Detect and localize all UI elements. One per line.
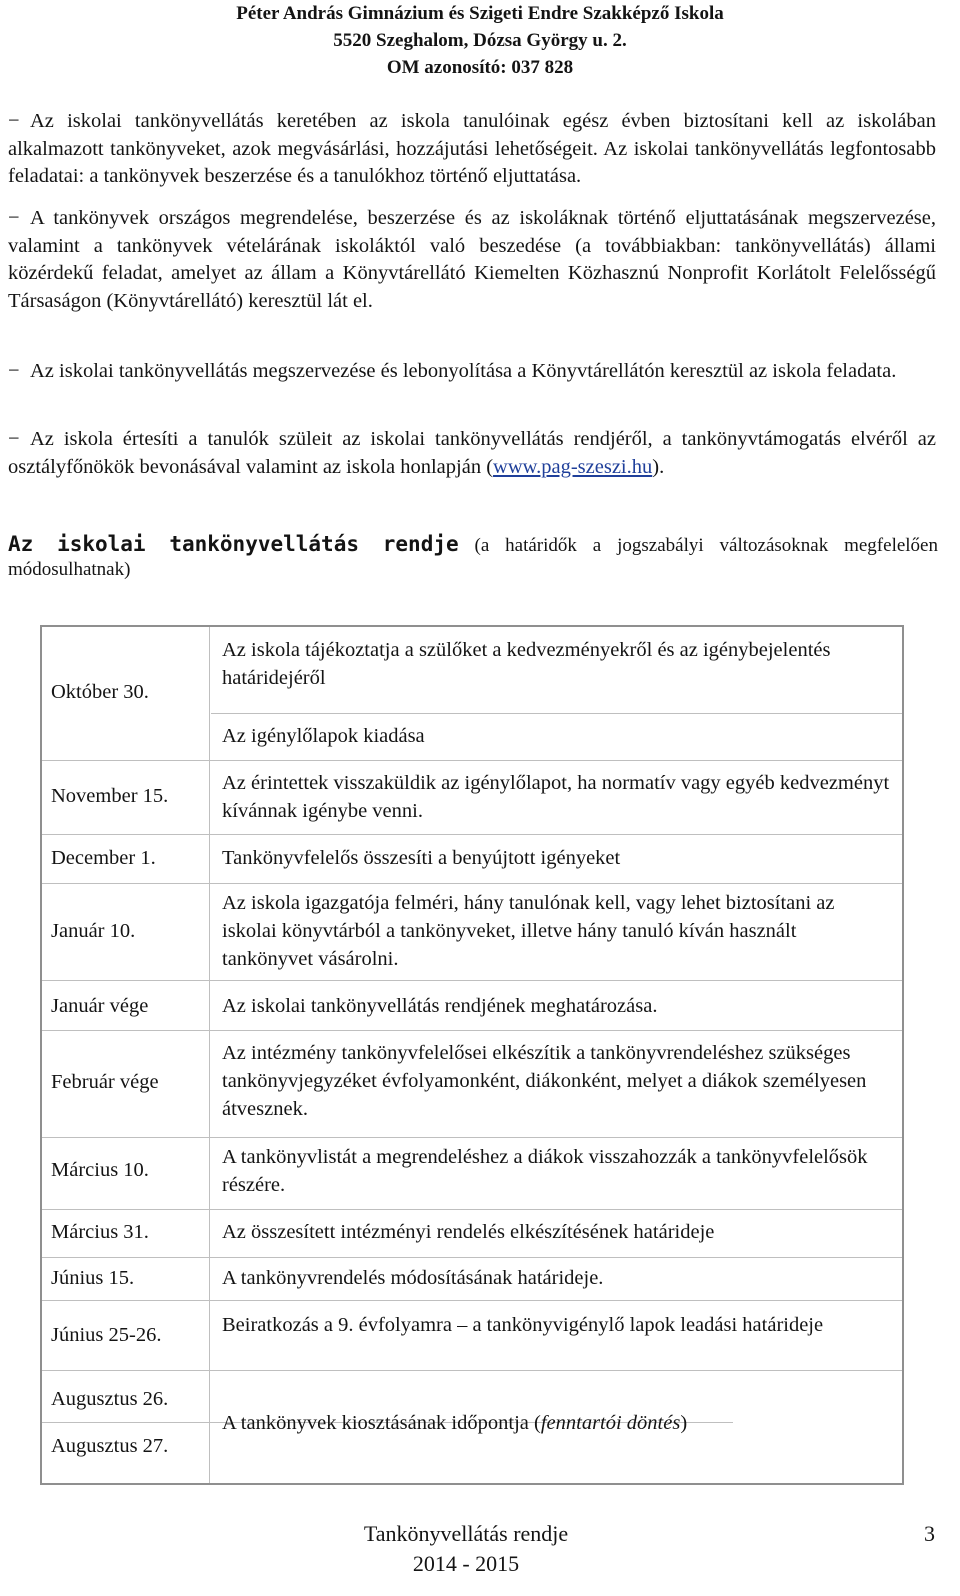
- footer-year: 2014 - 2015: [412, 1551, 520, 1576]
- column-divider: [209, 627, 210, 1483]
- task-cell: Az érintettek visszaküldik az igénylőlapot, ha normatív vagy egyéb kedvezményt kívánnak igénybe venni.: [222, 772, 890, 822]
- task-cell: Tankönyvfelelős összesíti a benyújtott igényeket: [222, 847, 621, 869]
- intro-text-4a: Az iskola értesíti a tanulók szüleit az iskolai tankönyvellátás rendjéről, a tankönyvtámogatás elvéről az osztályfőnökök bevonásával valamint az iskola honlapján (: [8, 428, 936, 478]
- row-divider: [42, 760, 902, 761]
- date-cell: Augusztus 27.: [51, 1435, 169, 1457]
- section-heading: [8, 532, 938, 582]
- task-cell: Az összesített intézményi rendelés elkészítésének határideje: [222, 1221, 715, 1243]
- page-number: 3: [924, 1521, 935, 1546]
- row-divider: [42, 980, 902, 981]
- task-text: A tankönyvek kiosztásának időpontja (: [222, 1412, 541, 1434]
- intro-paragraph-1: [8, 108, 936, 191]
- dash-bullet: −: [8, 110, 20, 132]
- dash-bullet: −: [8, 428, 20, 450]
- intro-text-4b: ).: [652, 455, 665, 478]
- row-divider: [42, 1137, 902, 1138]
- row-divider: [42, 1370, 902, 1371]
- task-text-emphasis: fenntartói döntés: [540, 1412, 681, 1434]
- row-divider: [42, 1030, 902, 1031]
- section-title: Az iskolai tankönyvellátás rendje: [8, 532, 459, 556]
- task-cell: Beiratkozás a 9. évfolyamra – a tankönyvigénylő lapok leadási határideje: [222, 1314, 824, 1336]
- date-cell: Június 25-26.: [51, 1324, 162, 1346]
- task-cell: A tankönyvlistát a megrendeléshez a diákok visszahozzák a tankönyvfelelősök részére.: [222, 1146, 868, 1196]
- date-cell: Június 15.: [51, 1267, 135, 1289]
- intro-paragraph-4: [8, 426, 936, 481]
- task-cell: Az iskola igazgatója felméri, hány tanulónak kell, vagy lehet biztosítani az iskolai könyvtárból a tankönyveket, illetve hány tanuló kíván használt tankönyvet vásárolni.: [222, 892, 835, 970]
- row-divider: [42, 1300, 902, 1301]
- date-cell: Március 10.: [51, 1159, 149, 1181]
- date-cell: Október 30.: [51, 681, 149, 703]
- section-note: (a határidők a jogszabályi változásoknak megfelelően módosulhatnak): [8, 535, 938, 580]
- date-cell: Január vége: [51, 995, 149, 1017]
- task-cell: Az igénylőlapok kiadása: [222, 725, 425, 747]
- task-cell: Az intézmény tankönyvfelelősei elkészítik a tankönyvrendeléshez szükséges tankönyvjegyzéket évfolyamonként, diákonként, melyet a diákok személyesen átvesznek.: [222, 1042, 867, 1120]
- school-website-link[interactable]: www.pag-szeszi.hu: [493, 455, 653, 478]
- school-address: 5520 Szeghalom, Dózsa György u. 2.: [333, 30, 627, 51]
- intro-text-1: Az iskolai tankönyvellátás keretében az iskola tanulóinak egész évben biztosítani kell az iskolában alkalmazott tankönyveket, azok megvásárlási, hozzájutási lehetőségeit. Az iskolai tankönyvellátás legfontosabb feladatai: a tankönyvek beszerzése és a tanulókhoz történő eljuttatása.: [8, 110, 936, 187]
- task-cell: Az iskolai tankönyvellátás rendjének meghatározása.: [222, 995, 658, 1017]
- om-identifier: OM azonosító: 037 828: [386, 57, 574, 78]
- task-text: ): [680, 1412, 688, 1434]
- intro-text-3: Az iskolai tankönyvellátás megszervezése és lebonyolítása a Könyvtárellátón keresztül az iskola feladata.: [30, 360, 897, 382]
- date-cell: Január 10.: [51, 920, 136, 942]
- date-cell: November 15.: [51, 785, 169, 807]
- footer-title: Tankönyvellátás rendje: [363, 1521, 569, 1546]
- school-name: Péter András Gimnázium és Szigeti Endre Szakképző Iskola: [236, 3, 724, 24]
- date-cell: Február vége: [51, 1071, 159, 1093]
- document-header: [0, 0, 960, 81]
- dash-bullet: −: [8, 360, 20, 382]
- task-cell: A tankönyvrendelés módosításának határideje.: [222, 1267, 604, 1289]
- schedule-table: [40, 625, 904, 1485]
- date-cell: Augusztus 26.: [51, 1388, 169, 1410]
- date-cell: December 1.: [51, 847, 156, 869]
- task-cell: Az iskola tájékoztatja a szülőket a kedvezményekről és az igénybejelentés határidejéről: [222, 639, 831, 689]
- row-divider: [42, 1209, 902, 1210]
- row-divider: [42, 1257, 902, 1258]
- intro-text-2: A tankönyvek országos megrendelése, beszerzése és az iskoláknak történő eljuttatásának megszervezése, valamint a tankönyvek vételárának iskoláktól való beszedése (a továbbiakban: tankönyvellátás) állami közérdekű feladat, amelyet az állam a Könyvtárellátó Kiemelten Közhasznú Nonprofit Korlátolt Felelősségű Társaságon (Könyvtárellátó) keresztül lát el.: [8, 207, 936, 312]
- intro-paragraph-2: [8, 205, 936, 315]
- row-divider: [42, 834, 902, 835]
- dash-bullet: −: [8, 207, 20, 229]
- intro-paragraph-3: [8, 358, 936, 386]
- row-divider: [211, 713, 902, 714]
- task-cell: [222, 1409, 892, 1437]
- row-divider: [42, 883, 902, 884]
- date-cell: Március 31.: [51, 1221, 149, 1243]
